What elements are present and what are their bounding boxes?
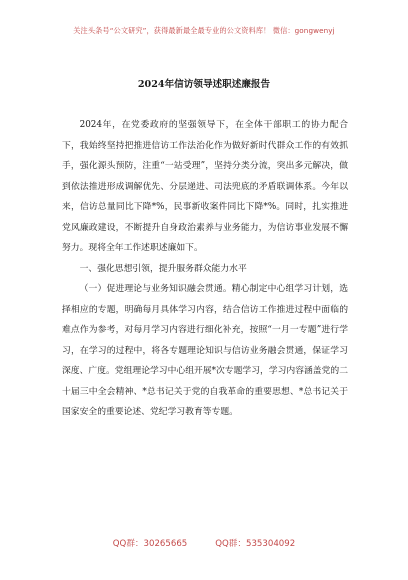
footer-qq-group-2: QQ群：535304092	[215, 539, 296, 549]
section-heading: 一、强化思想引领，提升服务群众能力水平	[79, 263, 247, 274]
footer-qq-group-1: QQ群：30265665	[112, 539, 188, 549]
document-body	[62, 115, 348, 423]
document-title: 2024年信访领导述职述廉报告	[137, 79, 271, 90]
footer	[0, 537, 408, 549]
header-note: 关注头条号“公文研究”，获得最新最全最专业的公文资料库！ 微信：gongwenyj	[73, 26, 335, 35]
intro-paragraph: 2024年，在党委政府的坚强领导下，在全体干部职工的协力配合下，我始终坚持把推进信访工作法治化作为做好新时代群众工作的有效抓手，强化源头预防，注重“一站受理”，坚持分类分流，突出多元解决，做到依法推进形成调解优先、分层递进、司法兜底的矛盾联调体系。今年以来，信访总量同比下降*%，民事新收案件同比下降*%。同时，扎实推进党风廉政建设，不断提升自身政治素养与业务能力，为信访事业发展不懈努力。现将全年工作述职述廉如下。	[62, 120, 348, 253]
subsection-paragraph: （一）促进理论与业务知识融会贯通。精心制定中心组学习计划，选择相应的专题，明确每月具体学习内容，结合信访工作推进过程中面临的难点作为参考，对每月学习内容进行细化补充，按照“一月一专题”进行学习，在学习的过程中，将各专题理论知识与信访业务融会贯通，保证学习深度、广度。党组理论学习中心组开展*次专题学习，学习内容涵盖党的二十届三中全会精神、*总书记关于党的自我革命的重要思想、*总书记关于国家安全的重要论述、党纪学习教育等专题。	[62, 284, 348, 417]
